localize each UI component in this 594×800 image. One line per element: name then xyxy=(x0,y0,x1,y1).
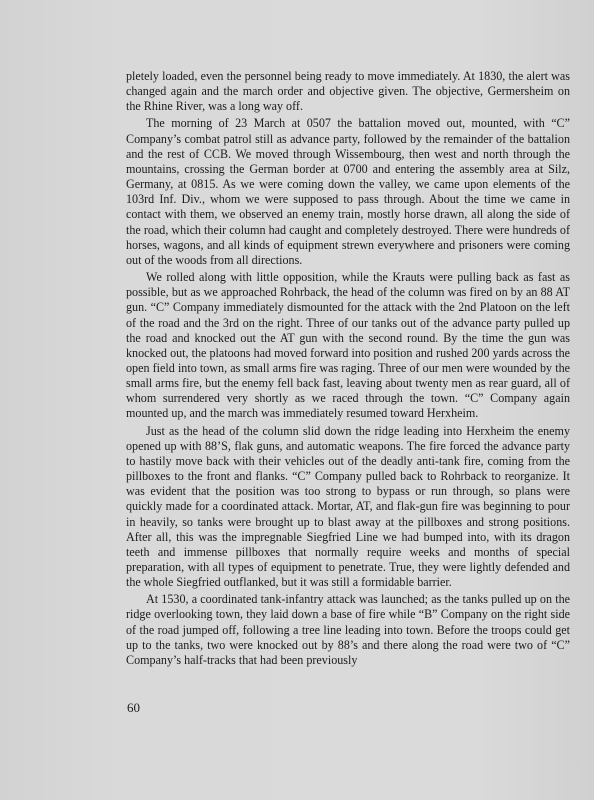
paragraph-5: At 1530, a coordinated tank-infantry attack was launched; as the tanks pulled up on the ridge overlooking town, they laid down a base of fire while “B” Company on the right side of the road jumped off, following a tree line leading into town. Before the troops could get up to the tanks, two were knocked out by 88’s and there along the road were two of “C” Company’s half-tracks that had been previously xyxy=(126,592,570,667)
paragraph-3: We rolled along with little opposition, while the Krauts were pulling back as fast as possible, but as we approached Rohrback, the head of the column was fired on by an 88 AT gun. “C” Company immediately dismounted for the attack with the 2nd Platoon on the left of the road and the 3rd on the right. Three of our tanks out of the advance party pulled up the road and knocked out the AT gun with the second round. By the time the gun was knocked out, the platoons had moved forward into position and rushed 200 yards across the open field into town, as small arms fire was raging. Three of our men were wounded by the small arms fire, but the enemy fell back fast, leaving about twenty men as rear guard, all of whom surrendered very shortly as we raced through the town. “C” Company again mounted up, and the march was immediately resumed toward Herxheim. xyxy=(126,270,570,421)
paragraph-1: pletely loaded, even the personnel being ready to move immediately. At 1830, the alert was changed again and the march order and objective given. The objective, Germersheim on the Rhine River, was a long way off. xyxy=(126,69,570,114)
page-text xyxy=(126,69,570,668)
paragraph-4: Just as the head of the column slid down the ridge leading into Herxheim the enemy opened up with 88’S, flak guns, and automatic weapons. The fire forced the advance party to hastily move back with their vehicles out of the deadly anti-tank fire, coming from the pillboxes to the front and flanks. “C” Company pulled back to Rohrback to reorganize. It was evident that the position was too strong to bypass or run through, so plans were quickly made for a coordinated attack. Mortar, AT, and flak-gun fire was beginning to pour in heavily, so tanks were brought up to blast away at the pillboxes and strong positions. After all, this was the impregnable Siegfried Line we had bumped into, with its dragon teeth and immense pillboxes that normally require weeks and months of special preparation, with all types of equipment to penetrate. True, they were lightly defended and the whole Siegfried outflanked, but it was still a formidable barrier. xyxy=(126,423,570,590)
page-number: 60 xyxy=(127,700,140,715)
paragraph-2: The morning of 23 March at 0507 the battalion moved out, mounted, with “C” Company’s combat patrol still as advance party, followed by the remainder of the battalion and the rest of CCB. We moved through Wissembourg, then west and north through the mountains, crossing the German border at 0700 and entering the assembly area at Silz, Germany, at 0815. As we were coming down the valley, we came upon elements of the 103rd Inf. Div., whom we were supposed to pass through. About the time we came in contact with them, we observed an enemy train, mostly horse drawn, all along the side of the road, which their column had caught and completely destroyed. There were hundreds of horses, wagons, and all kinds of equipment strewn everywhere and prisoners were coming out of the woods from all directions. xyxy=(126,116,570,267)
